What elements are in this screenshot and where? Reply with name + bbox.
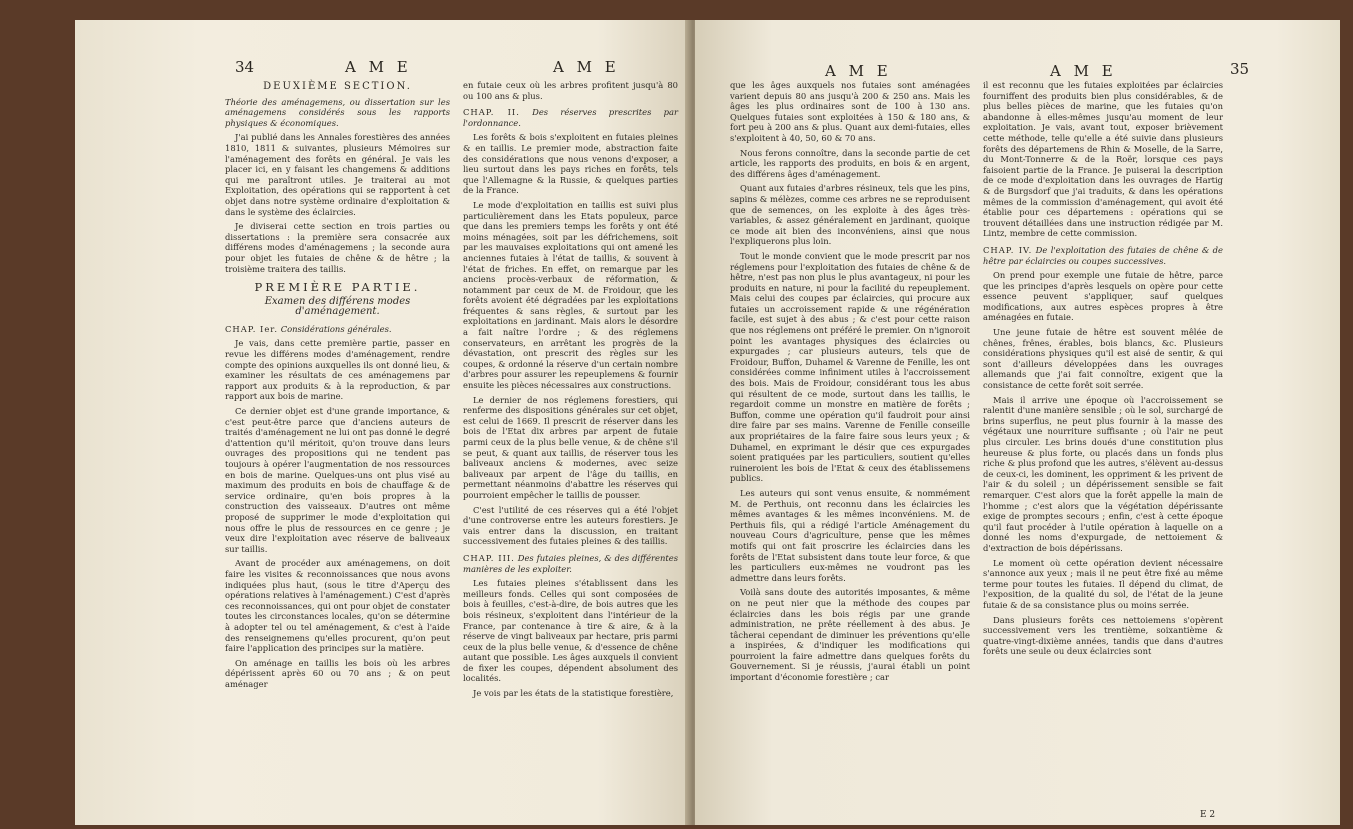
chapter-heading	[463, 553, 678, 574]
paragraph: On prend pour exemple une futaie de hêtre, parce que les principes d'après lesquels on opère pour cette essence peuvent s'appliquer, sauf quelques modifications, aux autres espèces propres à être aménagées en futaie.	[983, 270, 1223, 323]
section-heading: DEUXIÈME SECTION.	[263, 81, 412, 92]
right-column-2	[983, 80, 1223, 661]
paragraph: C'est l'utilité de ces réserves qui a été l'objet d'une controverse entre les auteurs forestiers. Je vais entrer dans la discussion, en traitant successivement des futaies pleines & des taillis.	[463, 504, 678, 547]
paragraph: Quant aux futaies d'arbres résineux, tels que les pins, sapins & mélèzes, comme ces arbres ne se reproduisent que de semences, on les exploite à des âges très-variables, & assez généralement en jardinant, quoique ce mode ait bien des inconvéniens, ainsi que nous l'expliquerons plus loin.	[730, 183, 970, 247]
right-page-number: 35	[1230, 60, 1250, 78]
paragraph: Je vois par les états de la statistique forestière,	[473, 688, 674, 699]
book-spread	[75, 20, 1340, 825]
chapter-title: Des réserves prescrites par l'ordonnance.	[463, 107, 678, 128]
paragraph: Je diviserai cette section en trois parties ou dissertations : la première sera consacrée aux différens modes d'aménagemens ; la seconde aura pour objet les futaies de chêne & de hêtre ; la troisième traitera des taillis.	[225, 221, 450, 274]
left-column-1	[225, 80, 450, 693]
paragraph: Le mode d'exploitation en taillis est suivi plus particulièrement dans les Etats populeux, parce que dans les premiers temps les forêts y ont été moins ménagées, soit par les défrichemens, soit par les mauvaises exploitations qui ont amené les anciennes futaies à l'état de taillis, & souvent à l'état de friches. En effet, on remarque par les anciens procès-verbaux de réformation, & notamment par ceux de M. de Froidour, que les forêts avoient été dégradées par les exploitations fréquentes & sans règles, & surtout par les exploitations en jardinant. Mais alors le désordre a fait naître l'ordre ; & des réglemens conservateurs, en arrêtant les progrès de la dévastation, ont prescrit des règles sur les coupes, & ordonné la réserve d'un certain nombre d'arbres pour assurer les repeuplemens & fournir ensuite les pièces nécessaires aux constructions.	[463, 199, 678, 391]
right-page	[695, 20, 1340, 825]
section-title: Théorie des aménagemens, ou dissertation sur les aménagemens considérés sous les rapports physiques & économiques.	[225, 96, 450, 128]
paragraph: On aménage en taillis les bois où les arbres dépérissent après 60 ou 70 ans ; & on peut aménager	[225, 657, 450, 689]
chapter-label: CHAP. IV.	[983, 244, 1033, 255]
chapter-heading	[225, 324, 450, 335]
left-page-number: 34	[235, 58, 255, 76]
paragraph: Mais il arrive une époque où l'accroissement se ralentit d'une manière sensible ; où le sol, surchargé de brins superflus, ne peut plus fournir à la masse des végétaux une nourriture suffisante ; où l'air ne peut plus circuler. Les brins doués d'une constitution plus heureuse & plus forte, ou placés dans un fonds plus riche & plus profond que les autres, s'élèvent au-dessus de ceux-ci, les dominent, les oppriment & les privent de l'air & du soleil ; un dépérissement sensible se fait remarquer. C'est alors que la forêt appelle la main de l'homme ; c'est alors que la végétation dépérissante exige de promptes secours ; enfin, c'est à cette époque qu'il faut procéder à l'utile opération à laquelle on a donné les noms d'expurgade, de nettoiement & d'extraction de bois dépérissans.	[983, 394, 1223, 553]
paragraph: Le moment où cette opération devient nécessaire s'annonce aux yeux ; mais il ne peut être fixé au même terme pour toutes les futaies. Il dépend du climat, de l'exposition, de la qualité du sol, de l'état de la jeune futaie & de sa consistance plus ou moins serrée.	[983, 557, 1223, 610]
chapter-label: CHAP. III.	[463, 552, 515, 563]
paragraph: Avant de procéder aux aménagemens, on doit faire les visites & reconnoissances que nous avons indiquées plus haut, (sous le titre d'Aperçu des opérations relatives à l'aménagement.) C'est d'après ces reconnoissances, qui ont pour objet de constater toutes les circonstances locales, qu'on se détermine à adopter tel ou tel aménagement, & c'est à l'aide des renseignemens qu'elles procurent, qu'on peut faire l'application des principes sur la matière.	[225, 558, 450, 654]
left-running-head-1: A M E	[345, 58, 412, 76]
paragraph: Je vais, dans cette première partie, passer en revue les différens modes d'aménagement, rendre compte des opinions auxquelles ils ont donné lieu, & examiner les résultats de ces aménagemens par rapport aux produits & à la reproduction, & par rapport aux bois de marine.	[225, 338, 450, 402]
chapter-heading	[983, 245, 1223, 266]
paragraph: Le dernier de nos réglemens forestiers, qui renferme des dispositions générales sur cet objet, est celui de 1669. Il prescrit de réserver dans les bois de l'Etat dix arbres par arpent de futaie parmi ceux de la plus belle venue, & de chêne s'il se peut, & quant aux taillis, de réserver tous les baliveaux anciens & modernes, avec seize baliveaux par arpent de l'âge du taillis, en permettant néanmoins d'abattre les réserves qui pourroient empêcher le taillis de pousser.	[463, 394, 678, 500]
paragraph: Tout le monde convient que le mode prescrit par nos réglemens pour l'exploitation des futaies de chêne & de hêtre, n'est pas non plus le plus avantageux, ni pour les produits en nature, ni pour la facilité du repeuplement. Mais celui des coupes par éclaircies, qui procure aux futaies un accroissement rapide & une régénération facile, est sujet à des abus ; & c'est pour cette raison que nos réglemens ont préféré le premier. On n'ignoroit point les avantages physiques des éclaircies ou expurgades ; car plusieurs auteurs, tels que de Froidour, Buffon, Duhamel & Varenne de Fenille, les ont considérées comme infiniment utiles à l'accroissement des bois. Mais de Froidour, considérant tous les abus qui résultent de ce mode, surtout dans les taillis, le regardoit comme un monstre en matière de forêts ; Buffon, comme une opération qu'il faudroit pour ainsi dire faire par ses mains. Varenne de Fenille conseille aux propriétaires de la faire faire sous leurs yeux ; & Duhamel, en exprimant le désir que ces expurgades soient pratiquées par les particuliers, soutient qu'elles ruineroient les bois de l'Etat & ceux des établissemens publics.	[730, 250, 970, 484]
paragraph: que les âges auxquels nos futaies sont aménagées varient depuis 80 ans jusqu'à 200 & 250 ans. Mais les âges les plus ordinaires sont de 100 à 130 ans. Quelques futaies sont exploitées à 150 & 180 ans, & fort peu à 200 ans & plus. Quant aux demi-futaies, elles s'exploitent à 40, 50, 60 & 70 ans.	[730, 80, 970, 143]
paragraph: il est reconnu que les futaies exploitées par éclaircies fourniffent des produits bien plus considérables, & de plus belles pièces de marine, que les futaies qu'on abandonne à elles-mêmes jusqu'au moment de leur exploitation. Je vais, avant tout, exposer brièvement cette méthode, telle qu'elle a été suivie dans plusieurs forêts des départemens de Rhin & Moselle, de la Sarre, du Mont-Tonnerre & de la Roër, lorsque ces pays faisoient partie de la France. Je puiserai la description de ce mode d'exploitation dans les ouvrages de Hartig & de Burgsdorf que j'ai traduits, & dans les opérations mêmes de la commission d'aménagement, qui avoit été établie pour ces départemens : opérations qui se trouvent détaillées dans une instruction rédigée par M. Lintz, membre de cette commission.	[983, 80, 1223, 239]
paragraph: Ce dernier objet est d'une grande importance, & c'est peut-être parce que d'anciens auteurs de traités d'aménagement ne lui ont pas donné le degré d'attention qu'il méritoit, qu'on trouve dans leurs ouvrages des propositions qui ne tendent pas toujours à opérer l'augmentation de nos ressources en bois de marine. Quelques-uns ont plus visé au maximum des produits en bois de chauffage & de service ordinaire, qu'en bois propres à la construction des vaisseaux. D'autres ont même proposé de supprimer le mode d'exploitation qui nous offre le plus de ressources en ce genre ; je veux dire l'exploitation avec réserve de baliveaux sur taillis.	[225, 406, 450, 554]
paragraph: Les auteurs qui sont venus ensuite, & nommément M. de Perthuis, ont reconnu dans les éclaircies les mêmes avantages & les mêmes inconvéniens. M. de Perthuis fils, qui a rédigé l'article Aménagement du nouveau Cours d'agriculture, pense que les mêmes motifs qui ont fait proscrire les éclaircies dans les forêts de l'Etat subsistent dans toute leur force, & que les particuliers eux-mêmes ne voudront pas les admettre dans leurs forêts.	[730, 487, 970, 583]
right-running-head-2: A M E	[1050, 62, 1117, 80]
left-column-2	[463, 80, 678, 703]
part-subtitle: Examen des différens modes d'aménagement.	[264, 295, 411, 318]
right-column-1	[730, 80, 970, 687]
chapter-title: De l'exploitation des futaies de chêne & de hêtre par éclaircies ou coupes successives.	[983, 244, 1224, 266]
chapter-label: CHAP. Ier.	[225, 323, 279, 334]
paragraph: Une jeune futaie de hêtre est souvent mêlée de chênes, frênes, érables, bois blancs, &c. Plusieurs considérations physiques qu'il est aisé de sentir, & qui sont d'ailleurs développées dans les ouvrages allemands que j'ai fait connoître, exigent que la consistance de cette forêt soit serrée.	[983, 327, 1223, 391]
paragraph: Les forêts & bois s'exploitent en futaies pleines & en taillis. Le premier mode, abstraction faite des considérations que nous venons d'exposer, a lieu surtout dans les pays riches en forêts, tels que l'Allemagne & la Russie, & quelques parties de la France.	[463, 132, 678, 196]
chapter-heading	[463, 107, 678, 128]
paragraph: Nous ferons connoître, dans la seconde partie de cet article, les rapports des produits, en bois & en argent, des différens âges d'aménagement.	[730, 147, 970, 179]
paragraph: en futaie ceux où les arbres profitent jusqu'à 80 ou 100 ans & plus.	[463, 80, 678, 101]
chapter-label: CHAP. II.	[463, 107, 520, 118]
signature-mark: E 2	[1200, 810, 1216, 820]
paragraph: Voilà sans doute des autorités imposantes, & même on ne peut nier que la méthode des coupes par éclaircies dans les bois régis par une grande administration, ne prête réellement à des abus. Je tâcherai cependant de diminuer les préventions qu'elle a inspirées, & d'indiquer les modifications qui pourroient la faire admettre dans quelques forêts du Gouvernement. Si je réussis, j'aurai établi un point important d'économie forestière ; car	[730, 587, 970, 683]
paragraph: J'ai publié dans les Annales forestières des années 1810, 1811 & suivantes, plusieurs Mémoires sur l'aménagement des forêts en général. Je vais les placer ici, en y faisant les changemens & additions qui me paraîtront utiles. Je traiterai au mot Exploitation, des opérations qui se rapportent à cet objet dans notre système ordinaire d'exploitation & dans le système des éclaircies.	[225, 132, 450, 217]
chapter-title: Considérations générales.	[280, 323, 392, 334]
chapter-title: Des futaies pleines, & des différentes manières de les exploiter.	[463, 552, 678, 574]
paragraph: Dans plusieurs forêts ces nettoiemens s'opèrent successivement vers les trentième, soixantième & quatre-vingt-dixième années, tandis que dans d'autres forêts une seule ou deux éclaircies sont	[983, 614, 1223, 657]
part-title: PREMIÈRE PARTIE.	[254, 280, 421, 295]
right-running-head-1: A M E	[825, 62, 892, 80]
paragraph: Les futaies pleines s'établissent dans les meilleurs fonds. Celles qui sont composées de bois à feuilles, c'est-à-dire, de bois autres que les bois résineux, s'exploitent dans l'intérieur de la France, par contenance à tire & aire, & à la réserve de vingt baliveaux par hectare, pris parmi ceux de la plus belle venue, & d'essence de chêne autant que possible. Les âges auxquels il convient de fixer les coupes, dépendent absolument des localités.	[463, 578, 678, 684]
left-page	[75, 20, 690, 825]
left-running-head-2: A M E	[553, 58, 620, 76]
